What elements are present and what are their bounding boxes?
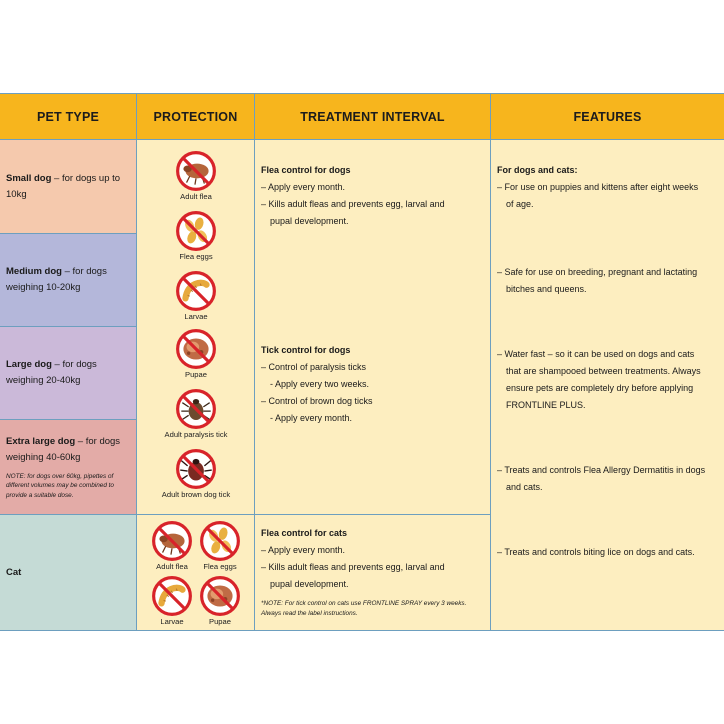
treatment-line: - Apply every month. (270, 413, 353, 423)
treatment-heading: Flea control for cats (261, 528, 348, 538)
protection-label: Larvae (184, 312, 208, 321)
flea-icon (151, 520, 193, 562)
protection-item (137, 270, 255, 321)
pet-name: Extra large dog (6, 435, 76, 447)
treatment-heading: Tick control for dogs (261, 345, 351, 355)
feature-item (497, 462, 716, 496)
pet-type-large-dog (0, 327, 137, 420)
header-pet-type: PET TYPE (0, 93, 137, 140)
treatment-line: pupal development. (270, 216, 349, 226)
feature-line: ensure pets are completely dry before applying (506, 383, 694, 393)
pupae-icon (175, 328, 217, 370)
flea-control-cats (255, 525, 490, 619)
feature-item (497, 346, 716, 414)
feature-line: of age. (506, 199, 534, 209)
protection-label: Adult flea (180, 192, 212, 201)
tick-control-dogs (255, 342, 490, 427)
pet-type-cat (0, 515, 137, 631)
treatment-heading: Flea control for dogs (261, 165, 351, 175)
protection-label: Larvae (160, 617, 184, 626)
extra-large-dog-note: NOTE: for dogs over 60kg, pipettes of different volumes may be combined to provide a suitable dose. (6, 472, 114, 499)
header-features: FEATURES (491, 93, 724, 140)
brown-dog-tick-icon (175, 448, 217, 490)
treatment-line: – Control of paralysis ticks (261, 362, 367, 372)
protection-item (195, 520, 245, 571)
protection-item (147, 575, 197, 626)
pet-type-medium-dog (0, 234, 137, 327)
treatment-cats-cell (255, 515, 491, 631)
larvae-icon (151, 575, 193, 617)
feature-line: – Safe for use on breeding, pregnant and lactating (497, 267, 698, 277)
protection-label: Flea eggs (179, 252, 213, 261)
pet-type-small-dog (0, 140, 137, 234)
treatment-dogs-cell (255, 140, 491, 515)
protection-label: Pupae (209, 617, 231, 626)
treatment-line: – Apply every month. (261, 182, 346, 192)
pet-desc: – for dogs weighing 10-20kg (6, 266, 107, 293)
cat-tick-note: *NOTE: For tick control on cats use FRONTLINE SPRAY every 3 weeks. Always read the label instructions. (261, 600, 467, 617)
feature-line: bitches and queens. (506, 284, 587, 294)
header-treatment-interval: TREATMENT INTERVAL (255, 93, 491, 140)
features-heading-block (497, 162, 716, 213)
protection-cats-cell (137, 515, 255, 631)
pet-name: Medium dog (6, 266, 62, 277)
features-heading: For dogs and cats: (497, 165, 578, 175)
protection-dogs-cell (137, 140, 255, 515)
pet-desc: – for dogs weighing 20-40kg (6, 359, 97, 386)
header-protection: PROTECTION (137, 93, 255, 140)
paralysis-tick-icon (175, 388, 217, 430)
feature-line: – Treats and controls biting lice on dogs and cats. (497, 547, 695, 557)
features-cell (491, 140, 724, 631)
protection-label: Flea eggs (203, 562, 237, 571)
feature-line: and cats. (506, 482, 543, 492)
pet-desc: – for dogs up to 10kg (6, 172, 121, 200)
pet-desc: – for dogs weighing 40-60kg (6, 435, 121, 463)
protection-item (137, 150, 255, 201)
larvae-icon (175, 270, 217, 312)
treatment-line: – Kills adult fleas and prevents egg, larval and (261, 562, 445, 572)
treatment-line: – Control of brown dog ticks (261, 396, 373, 406)
feature-line: – Water fast – so it can be used on dogs and cats (497, 349, 695, 359)
treatment-line: – Kills adult fleas and prevents egg, larval and (261, 199, 445, 209)
protection-item (137, 328, 255, 379)
treatment-line: - Apply every two weeks. (270, 379, 370, 389)
feature-item (497, 544, 716, 561)
pet-name: Large dog (6, 359, 52, 370)
feature-line: FRONTLINE PLUS. (506, 400, 586, 410)
feature-item (497, 264, 716, 298)
pet-name: Small dog (6, 172, 52, 184)
protection-item (137, 448, 255, 499)
treatment-line: – Apply every month. (261, 545, 346, 555)
protection-item (195, 575, 245, 626)
pet-name: Cat (6, 566, 22, 578)
flea-eggs-icon (199, 520, 241, 562)
flea-eggs-icon (175, 210, 217, 252)
protection-label: Pupae (185, 370, 207, 379)
feature-line: that are shampooed between treatments. Always (506, 366, 701, 376)
feature-line: – Treats and controls Flea Allergy Dermatitis in dogs (497, 465, 706, 475)
flea-icon (175, 150, 217, 192)
frontline-comparison-table (0, 93, 724, 631)
protection-item (147, 520, 197, 571)
pupae-icon (199, 575, 241, 617)
protection-item (137, 388, 255, 439)
protection-label: Adult flea (156, 562, 188, 571)
protection-item (137, 210, 255, 261)
protection-label: Adult brown dog tick (161, 490, 231, 499)
pet-type-extra-large-dog (0, 420, 137, 515)
treatment-line: pupal development. (270, 579, 349, 589)
flea-control-dogs (255, 162, 490, 230)
feature-line: – For use on puppies and kittens after eight weeks (497, 182, 699, 192)
protection-label: Adult paralysis tick (164, 430, 228, 439)
